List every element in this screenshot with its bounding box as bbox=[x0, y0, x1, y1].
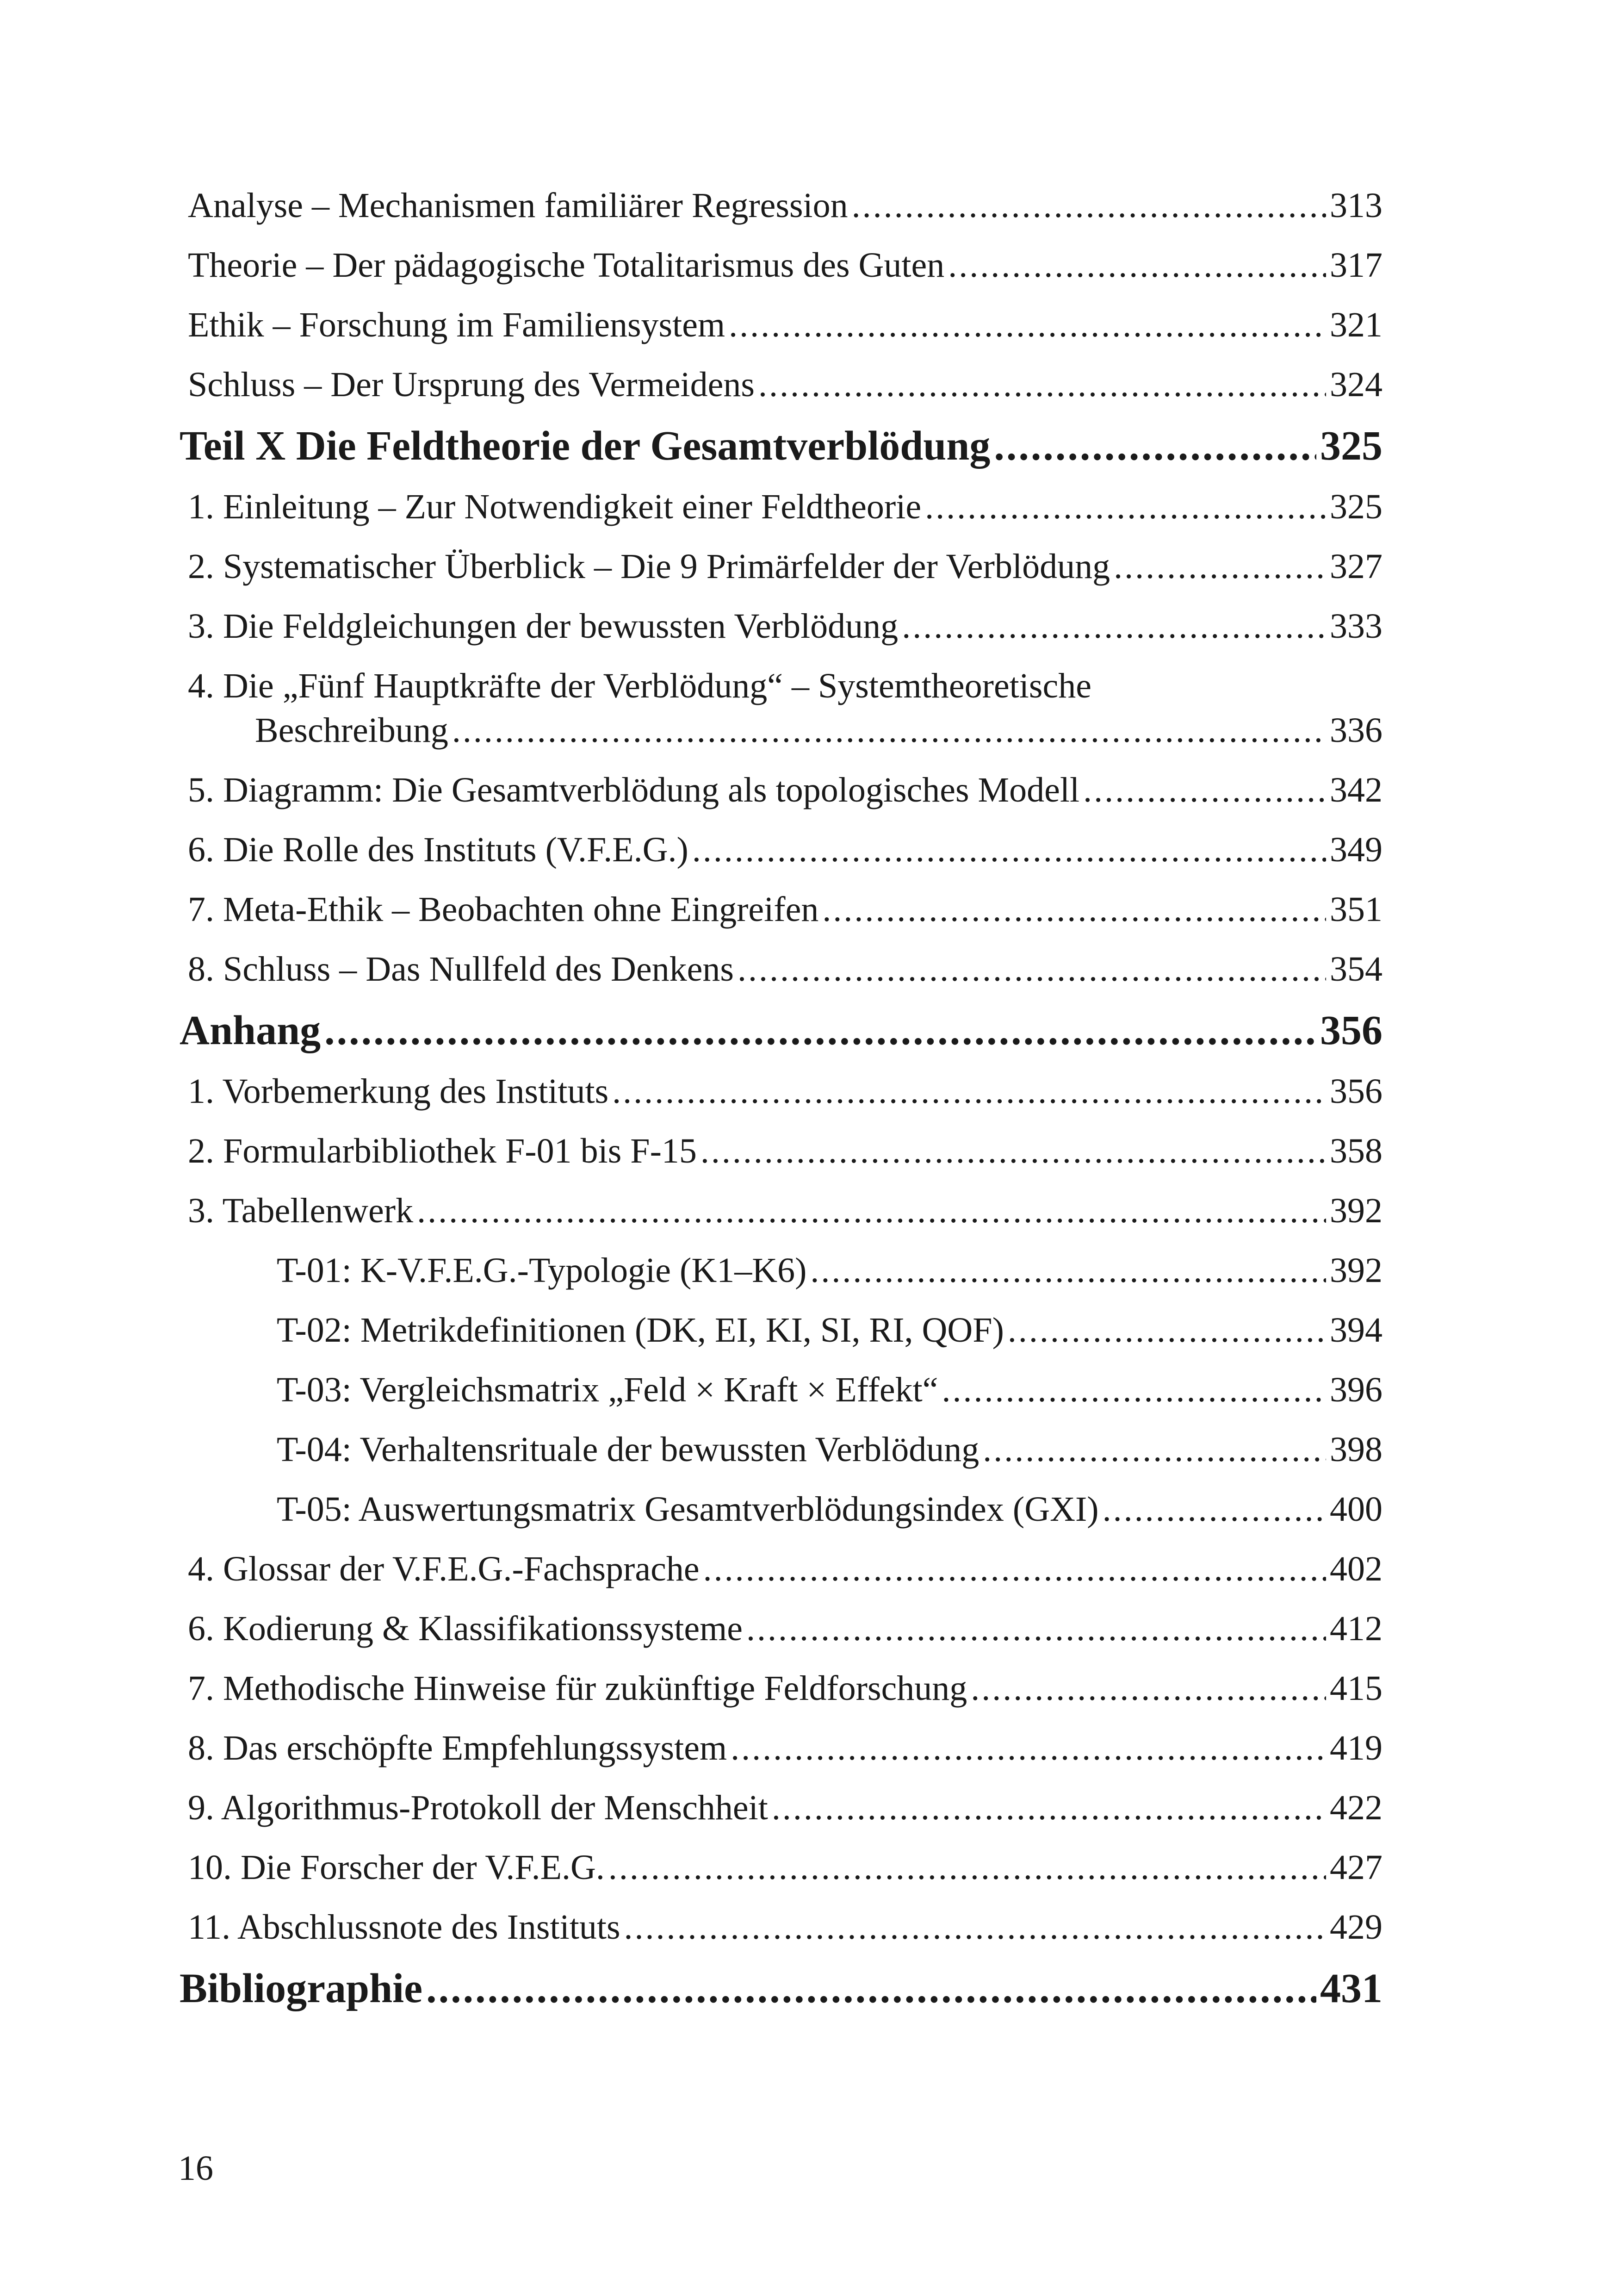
toc-entry-title: Analyse – Mechanismen familiärer Regression bbox=[188, 186, 848, 225]
dot-leader bbox=[1114, 537, 1326, 597]
toc-entry-title: 2. Systematischer Überblick – Die 9 Primärfelder der Verblödung bbox=[188, 547, 1110, 586]
dot-leader bbox=[426, 1957, 1316, 2020]
toc-entry-title: T-05: Auswertungsmatrix Gesamtverblödungsindex (GXI) bbox=[277, 1490, 1099, 1529]
dot-leader bbox=[729, 295, 1326, 355]
toc-entry-page-number: 394 bbox=[1330, 1311, 1382, 1350]
toc-entry[interactable] bbox=[180, 1718, 1382, 1778]
toc-entry-title: Ethik – Forschung im Familiensystem bbox=[188, 305, 725, 344]
dot-leader bbox=[692, 820, 1326, 880]
toc-entry[interactable] bbox=[180, 1181, 1382, 1241]
toc-entry-title: Anhang bbox=[180, 1008, 321, 1053]
toc-entry-title: 8. Schluss – Das Nullfeld des Denkens bbox=[188, 950, 734, 989]
toc-entry-page-number: 333 bbox=[1330, 607, 1382, 646]
toc-entry-title: 1. Einleitung – Zur Notwendigkeit einer Feldtheorie bbox=[188, 487, 922, 526]
toc-entry[interactable] bbox=[180, 176, 1382, 236]
dot-leader bbox=[942, 1360, 1326, 1420]
toc-entry[interactable] bbox=[180, 1539, 1382, 1599]
toc-entry[interactable] bbox=[180, 1599, 1382, 1659]
toc-entry-title: 3. Die Feldgleichungen der bewussten Verblödung bbox=[188, 607, 899, 646]
toc-entry-page-number: 325 bbox=[1330, 487, 1382, 526]
dot-leader bbox=[324, 999, 1316, 1062]
toc-entry[interactable] bbox=[180, 1420, 1382, 1480]
toc-entry-page-number: 351 bbox=[1330, 890, 1382, 929]
table-of-contents bbox=[180, 176, 1382, 2020]
toc-entry[interactable] bbox=[180, 820, 1382, 880]
toc-entry-page-number: 400 bbox=[1330, 1490, 1382, 1529]
dot-leader bbox=[925, 477, 1326, 537]
toc-entry[interactable] bbox=[180, 236, 1382, 295]
toc-entry-title: T-04: Verhaltensrituale der bewussten Verblödung bbox=[277, 1430, 979, 1469]
toc-entry-page-number: 317 bbox=[1330, 246, 1382, 285]
toc-entry-page-number: 349 bbox=[1330, 830, 1382, 869]
toc-entry-title: 4. Glossar der V.F.E.G.-Fachsprache bbox=[188, 1549, 700, 1588]
toc-entry-title: T-02: Metrikdefinitionen (DK, EI, KI, SI, RI, QOF) bbox=[277, 1311, 1004, 1350]
toc-entry-page-number: 325 bbox=[1320, 423, 1382, 469]
toc-entry-page-number: 321 bbox=[1330, 305, 1382, 344]
toc-entry-title: 4. Die „Fünf Hauptkräfte der Verblödung“ – Systemtheoretische bbox=[188, 666, 1091, 705]
toc-entry[interactable] bbox=[180, 760, 1382, 820]
dot-leader bbox=[983, 1420, 1326, 1480]
toc-entry[interactable] bbox=[180, 1121, 1382, 1181]
toc-entry-page-number: 422 bbox=[1330, 1788, 1382, 1827]
toc-entry[interactable] bbox=[180, 880, 1382, 940]
dot-leader bbox=[608, 1838, 1326, 1898]
dot-leader bbox=[1008, 1300, 1326, 1360]
toc-entry-page-number: 327 bbox=[1330, 547, 1382, 586]
dot-leader bbox=[822, 880, 1326, 940]
toc-entry-page-number: 412 bbox=[1330, 1609, 1382, 1648]
dot-leader bbox=[612, 1062, 1326, 1121]
toc-entry-page-number: 398 bbox=[1330, 1430, 1382, 1469]
toc-entry-title: 9. Algorithmus-Protokoll der Menschheit bbox=[188, 1788, 768, 1827]
toc-entry-page-number: 356 bbox=[1320, 1008, 1382, 1053]
dot-leader bbox=[738, 940, 1326, 999]
page-number: 16 bbox=[178, 2149, 213, 2188]
toc-entry[interactable] bbox=[180, 940, 1382, 999]
dot-leader bbox=[746, 1599, 1326, 1659]
dot-leader bbox=[758, 355, 1326, 415]
toc-entry-page-number: 392 bbox=[1330, 1251, 1382, 1290]
toc-entry-page-number: 427 bbox=[1330, 1848, 1382, 1887]
toc-entry[interactable] bbox=[180, 1838, 1382, 1898]
dot-leader bbox=[417, 1181, 1326, 1241]
toc-entry-page-number: 415 bbox=[1330, 1669, 1382, 1708]
toc-entry-title: 6. Die Rolle des Instituts (V.F.E.G.) bbox=[188, 830, 688, 869]
toc-entry-title: 6. Kodierung & Klassifikationssysteme bbox=[188, 1609, 743, 1648]
dot-leader bbox=[810, 1241, 1326, 1300]
toc-entry-title: Bibliographie bbox=[180, 1966, 423, 2011]
toc-entry-title: 11. Abschlussnote des Instituts bbox=[188, 1908, 620, 1947]
toc-entry-page-number: 396 bbox=[1330, 1370, 1382, 1409]
toc-entry-page-number: 356 bbox=[1330, 1072, 1382, 1111]
toc-entry-title: 7. Meta-Ethik – Beobachten ohne Eingreifen bbox=[188, 890, 819, 929]
toc-entry-title: 8. Das erschöpfte Empfehlungssystem bbox=[188, 1729, 727, 1767]
toc-entry-title: 1. Vorbemerkung des Instituts bbox=[188, 1072, 609, 1111]
toc-entry-title: 3. Tabellenwerk bbox=[188, 1191, 414, 1230]
toc-entry-title: 10. Die Forscher der V.F.E.G. bbox=[188, 1848, 605, 1887]
toc-entry-continuation bbox=[188, 708, 1382, 753]
dot-leader bbox=[1083, 760, 1326, 820]
toc-entry[interactable] bbox=[180, 1480, 1382, 1539]
dot-leader bbox=[703, 1539, 1326, 1599]
toc-entry[interactable] bbox=[180, 295, 1382, 355]
toc-entry-page-number: 429 bbox=[1330, 1908, 1382, 1947]
toc-entry-page-number: 336 bbox=[1330, 711, 1382, 750]
toc-entry-page-number: 392 bbox=[1330, 1191, 1382, 1230]
toc-entry-page-number: 354 bbox=[1330, 950, 1382, 989]
toc-entry[interactable] bbox=[180, 1241, 1382, 1300]
toc-entry-page-number: 358 bbox=[1330, 1132, 1382, 1170]
dot-leader bbox=[624, 1898, 1326, 1957]
dot-leader bbox=[948, 236, 1326, 295]
toc-entry[interactable] bbox=[180, 1778, 1382, 1838]
dot-leader bbox=[1103, 1480, 1326, 1539]
toc-entry-page-number: 402 bbox=[1330, 1549, 1382, 1588]
toc-entry[interactable] bbox=[180, 477, 1382, 537]
dot-leader bbox=[852, 176, 1326, 236]
toc-entry[interactable] bbox=[180, 1300, 1382, 1360]
toc-entry-title: Schluss – Der Ursprung des Vermeidens bbox=[188, 365, 755, 404]
toc-entry[interactable] bbox=[180, 537, 1382, 597]
toc-part-entry[interactable] bbox=[180, 1957, 1382, 2020]
toc-entry[interactable] bbox=[180, 1062, 1382, 1121]
dot-leader bbox=[731, 1718, 1326, 1778]
toc-entry-page-number: 419 bbox=[1330, 1729, 1382, 1767]
toc-entry-title: Theorie – Der pädagogische Totalitarismus des Guten bbox=[188, 246, 945, 285]
dot-leader bbox=[994, 415, 1316, 477]
dot-leader bbox=[772, 1778, 1326, 1838]
toc-part-entry[interactable] bbox=[180, 999, 1382, 1062]
dot-leader bbox=[971, 1659, 1326, 1718]
toc-entry-title: Beschreibung bbox=[255, 711, 448, 750]
toc-entry[interactable] bbox=[180, 1360, 1382, 1420]
toc-entry-page-number: 313 bbox=[1330, 186, 1382, 225]
toc-entry-title: T-01: K-V.F.E.G.-Typologie (K1–K6) bbox=[277, 1251, 807, 1290]
toc-entry[interactable] bbox=[180, 1898, 1382, 1957]
dot-leader bbox=[452, 708, 1326, 753]
dot-leader bbox=[701, 1121, 1326, 1181]
toc-entry[interactable] bbox=[180, 597, 1382, 656]
toc-entry-title: Teil X Die Feldtheorie der Gesamtverblödung bbox=[180, 423, 991, 469]
toc-entry-page-number: 324 bbox=[1330, 365, 1382, 404]
toc-entry-page-number: 431 bbox=[1320, 1966, 1382, 2011]
toc-entry[interactable] bbox=[180, 355, 1382, 415]
toc-entry-page-number: 342 bbox=[1330, 771, 1382, 809]
toc-entry-title: 2. Formularbibliothek F-01 bis F-15 bbox=[188, 1132, 697, 1170]
dot-leader bbox=[902, 597, 1326, 656]
toc-entry-title: 7. Methodische Hinweise für zukünftige Feldforschung bbox=[188, 1669, 967, 1708]
toc-entry[interactable] bbox=[180, 656, 1382, 760]
toc-entry-title: T-03: Vergleichsmatrix „Feld × Kraft × Effekt“ bbox=[277, 1370, 938, 1409]
toc-part-entry[interactable] bbox=[180, 415, 1382, 477]
toc-entry[interactable] bbox=[180, 1659, 1382, 1718]
toc-entry-title: 5. Diagramm: Die Gesamtverblödung als topologisches Modell bbox=[188, 771, 1080, 809]
